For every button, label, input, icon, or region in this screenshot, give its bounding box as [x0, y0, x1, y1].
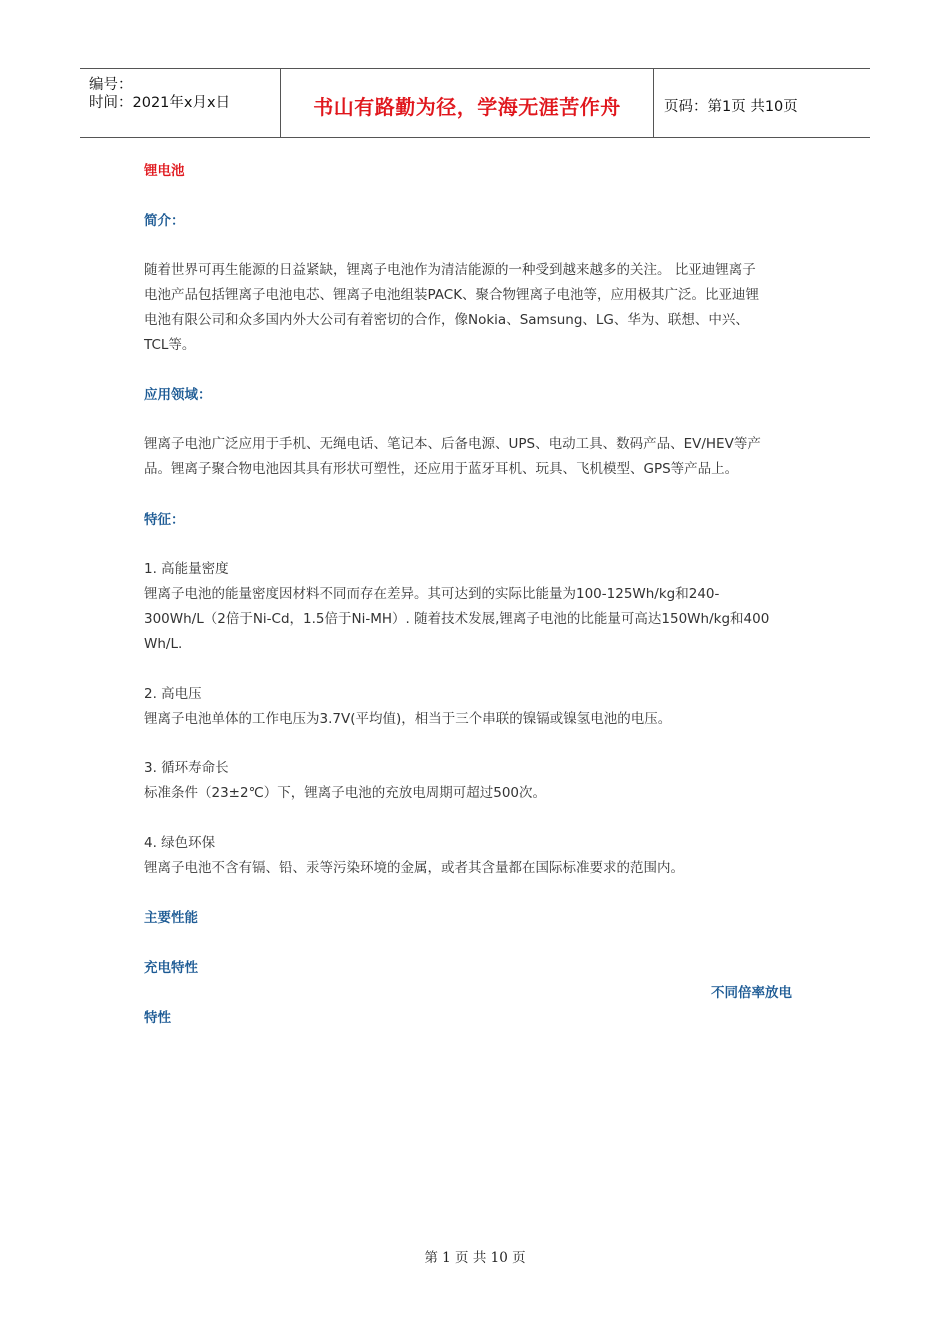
- intro-line: TCL等。: [144, 337, 196, 353]
- header-page-cell: [654, 69, 870, 137]
- feature-cycle-life: [144, 756, 809, 806]
- header-meta-cell: [80, 69, 281, 137]
- feature-high-voltage: [144, 682, 809, 732]
- doc-number-label: 编号：: [89, 77, 133, 93]
- intro-line: 电池产品包括锂离子电池电芯、锂离子电池组装PACK、聚合物锂离子电池等，应用极其广泛。比亚迪锂: [144, 287, 760, 303]
- feature-title: 2. 高电压: [144, 686, 202, 702]
- application-line: 品。锂离子聚合物电池因其具有形状可塑性，还应用于蓝牙耳机、玩具、飞机模型、GPS等产品上。: [144, 461, 739, 477]
- feature-title: 3. 循环寿命长: [144, 760, 229, 776]
- application-heading: 应用领域：: [144, 387, 212, 403]
- application-line: 锂离子电池广泛应用于手机、无绳电话、笔记本、后备电源、UPS、电动工具、数码产品、EV/HEV等产: [144, 436, 761, 452]
- feature-line: 锂离子电池的能量密度因材料不同而存在差异。其可达到的实际比能量为100-125Wh/kg和240-: [144, 586, 720, 602]
- feature-line: Wh/L.: [144, 636, 183, 652]
- charge-heading: 充电特性: [144, 960, 198, 976]
- feature-green: [144, 831, 809, 881]
- document-header: [80, 68, 870, 138]
- page-footer: 第 1 页 共 10 页: [424, 1250, 526, 1266]
- discharge-heading-part1: 不同倍率放电: [711, 985, 792, 1001]
- main-performance-heading: 主要性能: [144, 910, 198, 926]
- intro-line: 随着世界可再生能源的日益紧缺，锂离子电池作为清洁能源的一种受到越来越多的关注。 比亚迪锂离子: [144, 262, 756, 278]
- feature-line: 300Wh/L（2倍于Ni-Cd，1.5倍于Ni-MH）. 随着技术发展,锂离子电池的比能量可高达150Wh/kg和400: [144, 611, 770, 627]
- discharge-heading-part2: 特性: [144, 1010, 171, 1026]
- feature-line: 锂离子电池不含有镉、铅、汞等污染环境的金属，或者其含量都在国际标准要求的范围内。: [144, 860, 684, 876]
- motto-text: 书山有路勤为径，学海无涯苦作舟: [313, 95, 621, 119]
- page-info: 页码：第1页 共10页: [664, 99, 798, 115]
- feature-line: 锂离子电池单体的工作电压为3.7V(平均值)，相当于三个串联的镍镉或镍氢电池的电压。: [144, 711, 672, 727]
- header-motto-cell: [281, 69, 654, 137]
- intro-paragraph: [144, 258, 809, 358]
- date-label: 时间：2021年x月x日: [89, 95, 231, 111]
- feature-energy-density: [144, 557, 809, 657]
- intro-heading: 简介：: [144, 213, 185, 229]
- features-heading: 特征：: [144, 512, 185, 528]
- intro-line: 电池有限公司和众多国内外大公司有着密切的合作，像Nokia、Samsung、LG、华为、联想、中兴、: [144, 312, 749, 328]
- application-paragraph: [144, 432, 809, 482]
- document-title: 锂电池: [144, 163, 185, 179]
- feature-line: 标准条件（23±2℃）下，锂离子电池的充放电周期可超过500次。: [144, 785, 547, 801]
- feature-title: 1. 高能量密度: [144, 561, 229, 577]
- feature-title: 4. 绿色环保: [144, 835, 216, 851]
